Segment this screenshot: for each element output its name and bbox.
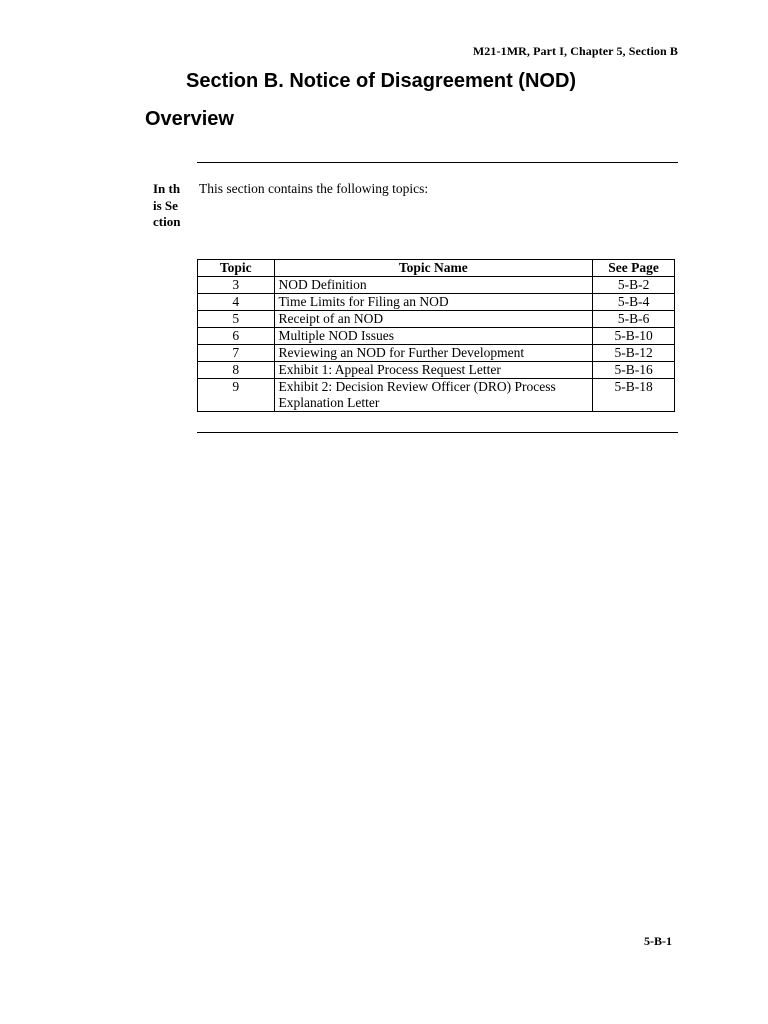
table-row (198, 379, 675, 412)
column-header-see-page: See Page (593, 260, 675, 277)
page-number: 5-B-1 (644, 934, 672, 948)
table-row (198, 277, 675, 294)
topic-number-cell: 7 (198, 345, 275, 362)
topic-name-cell: Time Limits for Filing an NOD (274, 294, 593, 311)
see-page-cell: 5-B-10 (593, 328, 675, 345)
see-page-cell: 5-B-16 (593, 362, 675, 379)
bottom-divider (197, 432, 678, 433)
block-intro: This section contains the following topics: (199, 181, 429, 196)
see-page-cell: 5-B-2 (593, 277, 675, 294)
column-header-topic: Topic (198, 260, 275, 277)
see-page-cell: 5-B-18 (593, 379, 675, 412)
table-row (198, 328, 675, 345)
overview-heading: Overview (145, 108, 234, 130)
topic-name-cell: Exhibit 1: Appeal Process Request Letter (274, 362, 593, 379)
topic-name-cell: Multiple NOD Issues (274, 328, 593, 345)
table-header-row (198, 260, 675, 277)
topic-number-cell: 6 (198, 328, 275, 345)
section-title: Section B. Notice of Disagreement (NOD) (186, 70, 577, 92)
running-header: M21-1MR, Part I, Chapter 5, Section B (472, 44, 678, 58)
topic-name-cell: Reviewing an NOD for Further Development (274, 345, 593, 362)
table-row (198, 345, 675, 362)
topic-number-cell: 8 (198, 362, 275, 379)
topic-number-cell: 5 (198, 311, 275, 328)
table-row (198, 311, 675, 328)
see-page-cell: 5-B-6 (593, 311, 675, 328)
topic-name-cell: NOD Definition (274, 277, 593, 294)
table-row (198, 362, 675, 379)
see-page-cell: 5-B-12 (593, 345, 675, 362)
topics-table (197, 259, 675, 412)
see-page-cell: 5-B-4 (593, 294, 675, 311)
table-row (198, 294, 675, 311)
topic-number-cell: 4 (198, 294, 275, 311)
column-header-topic-name: Topic Name (274, 260, 593, 277)
block-label: In this Section (153, 181, 181, 229)
topic-name-cell: Receipt of an NOD (274, 311, 593, 328)
topic-number-cell: 3 (198, 277, 275, 294)
top-divider (197, 162, 678, 163)
topic-number-cell: 9 (198, 379, 275, 412)
topic-name-cell: Exhibit 2: Decision Review Officer (DRO) Process Explanation Letter (274, 379, 593, 412)
